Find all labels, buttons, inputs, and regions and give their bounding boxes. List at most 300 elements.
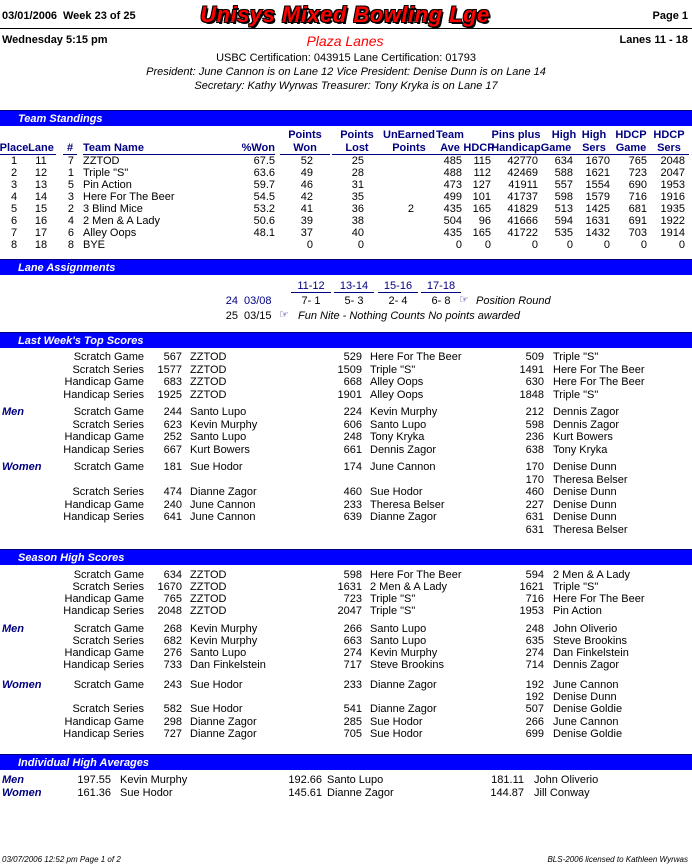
score-name: Denise Goldie [553,703,623,715]
standings-cell: Alley Oops [83,227,137,239]
score-value: 1621 [519,581,544,593]
standings-cell: 41 [300,203,313,215]
score-value: 634 [163,569,182,581]
standings-header-top: Points [288,129,322,141]
score-category: Handicap Series [63,388,144,401]
score-name: Triple "S" [553,351,599,363]
score-value: 727 [163,728,182,740]
score-category: Handicap Series [63,605,144,617]
standings-cell: 1 [10,155,18,167]
score-name: June Cannon [553,715,619,728]
score-name: June Cannon [370,461,436,473]
score-value: 192 [525,679,544,691]
score-value: 1925 [157,388,182,401]
standings-header: # [63,142,77,155]
score-value: 2047 [337,605,362,617]
average-name: Kevin Murphy [120,774,188,786]
standings-cell: 3 [10,179,18,191]
score-name: Denise Dunn [553,461,617,473]
score-name: Triple "S" [370,605,416,617]
score-value: 276 [163,647,182,659]
score-name: 2 Men & A Lady [370,581,448,593]
standings-cell: 485 [443,155,462,167]
score-value: 274 [525,647,544,659]
pointing-hand-icon: ☞ [279,309,289,321]
standings-header: HDCP [461,142,497,155]
score-value: 240 [163,498,182,511]
average-value: 145.61 [288,787,322,799]
standings-cell: 765 [628,155,647,167]
score-value: 233 [343,498,362,511]
score-value: 212 [525,406,544,418]
score-value: 598 [525,418,544,431]
score-value: 631 [525,511,544,523]
standings-cell: 723 [628,167,647,179]
standings-cell: 4 [67,215,74,227]
standings-cell: 14 [34,191,48,203]
standings-cell: 557 [554,179,573,191]
standings-header: Game [611,142,651,155]
standings-cell: 594 [554,215,573,227]
score-name: Denise Dunn [553,486,617,498]
standings-cell: 2 Men & A Lady [83,215,161,227]
standings-cell: 165 [472,203,491,215]
score-name: Sue Hodor [190,703,243,715]
score-name: Santo Lupo [190,431,247,443]
standings-cell: 11 [35,155,47,167]
standings-header: Sers [574,142,614,155]
score-name: Kevin Murphy [370,406,438,418]
standings-header-top: Points [340,129,374,141]
standings-header-top: HDCP [615,129,647,141]
section-last-week-top-scores: Last Week's Top Scores [0,332,692,348]
week-date: 03/08 [244,295,272,307]
score-value: 717 [343,659,362,671]
standings-header-top: Team [436,129,464,141]
score-value: 635 [525,635,544,647]
week-number: 25 [225,310,238,322]
standings-cell: 435 [443,227,462,239]
standings-cell: 690 [628,179,647,191]
lane-pair-header: 15-16 [378,280,418,293]
score-category: Scratch Game [73,461,144,473]
standings-cell: 52 [300,155,313,167]
standings-cell: 13 [34,179,48,191]
score-name: Dianne Zagor [370,703,437,715]
score-name: Kevin Murphy [370,647,438,659]
standings-cell: 4 [10,191,18,203]
score-value: 509 [525,351,544,363]
standings-header: Won [280,142,330,155]
average-value: 181.11 [491,774,524,786]
standings-cell: 1631 [585,215,610,227]
score-name: ZZTOD [190,569,227,581]
standings-cell: 101 [472,191,491,203]
score-value: 705 [343,728,362,740]
standings-cell: 1 [67,167,74,179]
score-name: 2 Men & A Lady [553,569,631,581]
score-value: 598 [343,569,362,581]
score-name: Dennis Zagor [370,443,437,456]
score-value: 606 [343,418,362,431]
league-title: Unisys Mixed Bowling Lge [200,2,490,27]
score-value: 714 [525,659,544,671]
score-name: Dennis Zagor [553,418,620,431]
score-name: Sue Hodor [190,461,243,473]
score-value: 243 [163,679,182,691]
section-lane-assignments: Lane Assignments [0,259,692,275]
score-value: 733 [163,659,182,671]
score-name: Dan Finkelstein [190,659,266,671]
score-name: Steve Brookins [553,635,627,647]
report-date: 03/01/2006 [2,10,58,22]
score-value: 1901 [337,388,362,401]
score-category: Handicap Game [64,593,144,605]
standings-cell: 63.6 [253,167,275,179]
lanes-range: Lanes 11 - 18 [619,34,688,46]
standings-cell: 5 [67,179,74,191]
score-value: 2048 [157,605,182,617]
pointing-hand-icon: ☞ [459,294,469,306]
standings-cell: 8 [67,239,74,251]
score-value: 181 [163,461,182,473]
score-value: 1491 [519,363,544,376]
score-name: Triple "S" [370,593,416,605]
score-value: 474 [163,486,182,498]
score-value: 541 [343,703,362,715]
score-name: Sue Hodor [370,486,423,498]
score-name: ZZTOD [190,593,227,605]
standings-header-top: Pins plus [491,129,541,141]
section-season-high-scores: Season High Scores [0,549,692,565]
score-name: Here For The Beer [553,363,645,376]
standings-cell: 0 [603,239,610,251]
average-value: 144.87 [490,787,524,799]
score-name: Triple "S" [553,581,599,593]
header-rule [0,28,692,29]
standings-cell: 41722 [507,227,538,239]
standings-cell: 1916 [660,191,685,203]
average-value: 197.55 [77,774,111,786]
standings-header-top: High [551,129,577,141]
standings-cell: Triple "S" [83,167,129,179]
score-name: Steve Brookins [370,659,444,671]
standings-cell: 3 Blind Mice [83,203,143,215]
standings-header: Ave [430,142,470,155]
standings-cell: 17 [34,227,48,239]
standings-cell: 25 [351,155,364,167]
standings-cell: 0 [357,239,364,251]
score-value: 1670 [157,581,182,593]
standings-cell: 115 [473,155,491,167]
score-name: Denise Goldie [553,728,623,740]
standings-cell: 0 [566,239,573,251]
score-name: Alley Oops [370,388,424,401]
score-name: Denise Dunn [553,691,617,703]
score-name: Denise Dunn [553,511,617,523]
page-label: Page 1 [652,10,688,22]
standings-cell: 1425 [585,203,610,215]
standings-cell: 59.7 [253,179,275,191]
standings-cell: BYE [83,239,106,251]
footer-timestamp: 03/07/2006 12:52 pm Page 1 of 2 [2,855,121,864]
score-name: Sue Hodor [370,728,423,740]
average-name: John Oliverio [534,774,599,786]
score-name: ZZTOD [190,581,227,593]
score-value: 567 [163,351,182,363]
standings-header-top: UnEarned [383,129,435,141]
score-category: Scratch Game [73,351,144,363]
lane-matchup: 5- 3 [344,295,364,307]
standings-cell: 598 [554,191,573,203]
standings-cell: 41666 [507,215,538,227]
score-name: Kurt Bowers [553,431,613,443]
standings-cell: 48.1 [253,227,275,239]
standings-cell: 0 [455,239,462,251]
standings-header: Sers [649,142,689,155]
score-name: Dianne Zagor [190,728,257,740]
score-value: 268 [163,623,182,635]
score-value: 594 [525,569,544,581]
score-category: Scratch Series [72,486,144,498]
score-value: 507 [525,703,544,715]
score-category: Scratch Game [73,623,144,635]
score-name: Dianne Zagor [370,679,437,691]
score-value: 266 [343,623,362,635]
standings-cell: 40 [351,227,364,239]
score-value: 661 [343,443,362,456]
score-name: Dennis Zagor [553,659,620,671]
standings-cell: 96 [478,215,491,227]
score-value: 1953 [519,605,544,617]
score-category: Handicap Series [63,511,144,523]
week-date: 03/15 [244,310,272,322]
standings-cell: 2 [407,203,414,215]
score-name: Here For The Beer [370,351,462,363]
standings-header: Team Name [83,142,215,155]
standings-cell: 435 [443,203,462,215]
score-name: Kurt Bowers [190,443,250,456]
score-name: Kevin Murphy [190,418,258,431]
standings-cell: 50.6 [253,215,275,227]
score-name: Dianne Zagor [370,511,437,523]
standings-cell: 691 [628,215,647,227]
standings-cell: 1953 [660,179,685,191]
score-value: 1509 [337,363,362,376]
women-label: Women [2,679,42,691]
score-value: 529 [343,351,362,363]
score-category: Scratch Game [73,406,144,418]
score-name: Santo Lupo [190,406,247,418]
standings-cell: 67.5 [253,155,275,167]
score-name: Theresa Belser [370,498,445,511]
certification: USBC Certification: 043915 Lane Certification: 01793 [216,52,476,64]
average-value: 192.66 [288,774,322,786]
score-value: 1577 [157,363,182,376]
men-label: Men [2,623,24,635]
lane-pair-header: 11-12 [291,280,331,293]
score-name: Dennis Zagor [553,406,620,418]
standings-cell: 16 [34,215,48,227]
score-name: John Oliverio [553,623,618,635]
standings-cell: 18 [34,239,48,251]
score-name: Here For The Beer [553,593,645,605]
standings-cell: 1914 [660,227,685,239]
score-value: 298 [163,715,182,728]
score-name: Kevin Murphy [190,623,258,635]
score-value: 248 [343,431,362,443]
score-value: 224 [343,406,362,418]
lane-matchup: 7- 1 [301,295,321,307]
score-category: Handicap Game [64,376,144,388]
standings-cell: 12 [34,167,48,179]
standings-cell: 499 [443,191,462,203]
score-name: Santo Lupo [370,635,427,647]
standings-cell: 165 [472,227,491,239]
women-label: Women [2,787,42,799]
score-value: 630 [525,376,544,388]
standings-cell: 3 [67,191,74,203]
score-category: Scratch Series [72,635,144,647]
score-name: ZZTOD [190,388,227,401]
day-time: Wednesday 5:15 pm [2,34,108,46]
standings-cell: 7 [67,155,74,167]
score-name: Denise Dunn [553,498,617,511]
score-value: 638 [525,443,544,456]
score-category: Handicap Game [64,647,144,659]
standings-cell: 28 [351,167,364,179]
women-label: Women [2,461,42,473]
lane-matchup: 2- 4 [388,295,408,307]
standings-header: Place [0,142,29,154]
score-category: Handicap Game [64,715,144,728]
standings-cell: 2048 [660,155,685,167]
score-name: Sue Hodor [190,679,243,691]
score-name: Santo Lupo [370,623,427,635]
standings-cell: 46 [300,179,313,191]
score-value: 227 [525,498,544,511]
score-category: Scratch Series [72,581,144,593]
score-value: 244 [163,406,182,418]
men-label: Men [2,774,24,786]
score-name: Theresa Belser [553,473,628,486]
score-name: June Cannon [553,679,619,691]
score-value: 285 [343,715,362,728]
score-name: Triple "S" [553,388,599,401]
score-name: Santo Lupo [190,647,247,659]
score-value: 639 [343,511,362,523]
score-value: 623 [163,418,182,431]
average-name: Dianne Zagor [327,787,394,799]
score-category: Scratch Game [73,679,144,691]
score-value: 1631 [337,581,362,593]
standings-cell: 8 [10,239,18,251]
score-value: 668 [343,376,362,388]
score-value: 266 [525,715,544,728]
score-category: Handicap Series [63,443,144,456]
standings-cell: 6 [10,215,18,227]
score-name: Dianne Zagor [190,486,257,498]
bowling-center: Plaza Lanes [306,33,384,49]
score-name: Triple "S" [370,363,416,376]
score-category: Handicap Series [63,728,144,740]
standings-header: Game [538,142,574,155]
standings-cell: 0 [678,239,685,251]
score-value: 682 [163,635,182,647]
standings-cell: 1432 [585,227,610,239]
standings-header: Lost [332,142,382,155]
week-note: Fun Nite - Nothing Counts No points awarded [298,310,520,322]
score-category: Handicap Game [64,431,144,443]
standings-cell: 513 [554,203,573,215]
score-name: Here For The Beer [553,376,645,388]
score-name: Santo Lupo [370,418,427,431]
week-number: 24 [225,295,238,307]
standings-cell: 681 [628,203,647,215]
standings-cell: ZZTOD [83,155,120,167]
score-name: Alley Oops [370,376,424,388]
standings-cell: 5 [10,203,18,215]
score-value: 683 [163,376,182,388]
average-name: Sue Hodor [120,787,173,799]
standings-cell: 0 [306,239,313,251]
standings-cell: 2047 [660,167,685,179]
standings-cell: 535 [554,227,573,239]
score-value: 631 [525,523,544,536]
standings-cell: 1935 [660,203,685,215]
score-value: 460 [525,486,544,498]
officers-line-2: Secretary: Kathy Wyrwas Treasurer: Tony Kryka is on Lane 17 [194,80,498,92]
average-name: Santo Lupo [327,774,384,786]
standings-cell: 42469 [507,167,538,179]
standings-cell: 0 [640,239,647,251]
standings-cell: 127 [472,179,491,191]
score-value: 723 [343,593,362,605]
footer-license: BLS-2006 licensed to Kathleen Wyrwas [547,855,688,864]
standings-cell: 7 [10,227,18,239]
standings-header: Points [381,142,437,155]
score-value: 667 [163,443,182,456]
men-label: Men [2,406,24,418]
score-name: Kevin Murphy [190,635,258,647]
score-value: 460 [343,486,362,498]
score-value: 1848 [519,388,544,401]
score-value: 641 [163,511,182,523]
score-value: 699 [525,728,544,740]
score-name: ZZTOD [190,376,227,388]
standings-cell: 35 [351,191,364,203]
score-value: 252 [163,431,182,443]
lane-matchup: 6- 8 [431,295,451,307]
standings-cell: 504 [443,215,462,227]
standings-cell: 1670 [585,155,610,167]
standings-cell: 41737 [507,191,538,203]
score-value: 236 [525,431,544,443]
standings-cell: 588 [554,167,573,179]
score-category: Scratch Series [72,363,144,376]
standings-cell: 473 [443,179,462,191]
lane-pair-header: 17-18 [421,280,461,293]
standings-header-top: High [581,129,607,141]
score-name: Pin Action [553,605,602,617]
standings-cell: 39 [300,215,313,227]
standings-cell: 6 [67,227,74,239]
average-value: 161.36 [77,787,111,799]
score-value: 170 [525,473,544,486]
officers-line-1: President: June Cannon is on Lane 12 Vice President: Denise Dunn is on Lane 14 [146,66,546,78]
score-category: Scratch Series [72,703,144,715]
standings-cell: 36 [351,203,364,215]
